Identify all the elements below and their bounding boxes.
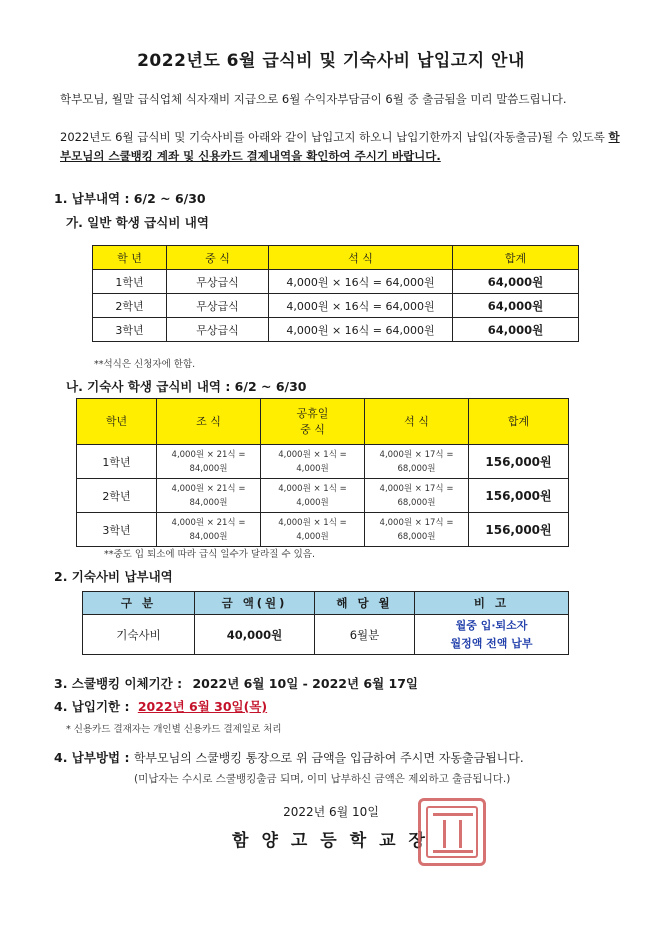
section-4a [54, 697, 267, 715]
cell-dinner: 4,000원 × 17식 = 68,000원 [365, 513, 469, 547]
cell-total: 156,000원 [469, 513, 569, 547]
cell-grade: 2학년 [77, 479, 157, 513]
cell-total: 64,000원 [453, 318, 579, 342]
header-amount: 금 액(원) [195, 592, 315, 615]
cell-category: 기숙사비 [83, 615, 195, 655]
school-seal-stamp [418, 798, 486, 866]
cell-total: 156,000원 [469, 479, 569, 513]
header-month: 해 당 월 [315, 592, 415, 615]
section-3-label: 3. 스쿨뱅킹 이체기간 : [54, 676, 183, 691]
cell-breakfast: 4,000원 × 21식 = 84,000원 [157, 513, 261, 547]
issue-date: 2022년 6월 10일 [283, 805, 379, 819]
note-dinner: **석식은 신청자에 한함. [94, 359, 196, 370]
header-total: 합계 [469, 399, 569, 445]
header-category: 구 분 [83, 592, 195, 615]
table-row [77, 479, 569, 513]
cell-grade: 1학년 [77, 445, 157, 479]
table-row [93, 294, 579, 318]
cell-grade: 3학년 [77, 513, 157, 547]
cell-lunch: 무상급식 [167, 270, 269, 294]
table-row [93, 270, 579, 294]
table-row [77, 445, 569, 479]
note-credit-card: * 신용카드 결재자는 개인별 신용카드 결제일로 처리 [66, 724, 282, 735]
cell-breakfast: 4,000원 × 21식 = 84,000원 [157, 479, 261, 513]
header-lunch: 중 식 [167, 246, 269, 270]
cell-dinner: 4,000원 × 17식 = 68,000원 [365, 479, 469, 513]
cell-month: 6월분 [315, 615, 415, 655]
cell-grade: 2학년 [93, 294, 167, 318]
table-header-row [93, 246, 579, 270]
table-header-row [77, 399, 569, 445]
school-name: 함양고등학교장 [232, 831, 438, 851]
intro-text-2-emphasis: 학부모님의 스쿨뱅킹 계좌 및 신용카드 결제내역을 확인하여 주시기 바랍니다. [60, 130, 620, 163]
cell-grade: 1학년 [93, 270, 167, 294]
header-breakfast: 조 식 [157, 399, 261, 445]
cell-breakfast: 4,000원 × 21식 = 84,000원 [157, 445, 261, 479]
intro-paragraph-1 [42, 90, 622, 109]
section-4a-label: 4. 납입기한 : [54, 699, 130, 714]
cell-dinner: 4,000원 × 17식 = 68,000원 [365, 445, 469, 479]
header-dinner: 석 식 [365, 399, 469, 445]
cell-dinner: 4,000원 × 16식 = 64,000원 [269, 294, 453, 318]
section-4b-value: 학부모님의 스쿨뱅킹 통장으로 위 금액을 입금하여 주시면 자동출금됩니다. [133, 751, 524, 765]
dorm-fee-table [82, 591, 569, 655]
cell-lunch: 무상급식 [167, 294, 269, 318]
cell-total: 64,000원 [453, 294, 579, 318]
table-row [77, 513, 569, 547]
note-dorm: **중도 입 퇴소에 따라 급식 일수가 달라질 수 있음. [104, 549, 316, 560]
note-unpaid: (미납자는 수시로 스쿨뱅킹출금 되며, 이미 납부하신 금액은 제외하고 출금됩니다.) [134, 773, 511, 785]
dorm-meal-table [76, 398, 569, 547]
cell-dinner: 4,000원 × 16식 = 64,000원 [269, 270, 453, 294]
cell-remarks: 월중 입·퇴소자 월정액 전액 납부 [415, 615, 569, 655]
cell-amount: 40,000원 [195, 615, 315, 655]
section-2-heading: 2. 기숙사비 납부내역 [54, 569, 173, 584]
section-4b [54, 748, 524, 766]
header-holiday-lunch: 공휴일 중 식 [261, 399, 365, 445]
intro-text-2-plain: 2022년도 6월 급식비 및 기숙사비를 아래와 같이 납입고지 하오니 납입기한까지 납입(자동출금)될 수 있도록 [60, 130, 609, 144]
header-dinner: 석 식 [269, 246, 453, 270]
header-remarks: 비 고 [415, 592, 569, 615]
section-3 [54, 674, 418, 692]
section-1-heading: 1. 납부내역 : 6/2 ~ 6/30 [54, 191, 206, 206]
general-meal-table [92, 245, 579, 342]
table-row [83, 615, 569, 655]
intro-paragraph-2 [42, 128, 622, 166]
cell-holiday-lunch: 4,000원 × 1식 = 4,000원 [261, 445, 365, 479]
section-3-value: 2022년 6월 10일 - 2022년 6월 17일 [192, 676, 418, 691]
cell-holiday-lunch: 4,000원 × 1식 = 4,000원 [261, 513, 365, 547]
header-total: 합계 [453, 246, 579, 270]
deadline-value: 2022년 6월 30일(목) [137, 699, 268, 714]
section-1-sub-b: 나. 기숙사 학생 급식비 내역 : 6/2 ~ 6/30 [66, 379, 307, 394]
cell-lunch: 무상급식 [167, 318, 269, 342]
intro-text-2 [42, 128, 622, 166]
cell-holiday-lunch: 4,000원 × 1식 = 4,000원 [261, 479, 365, 513]
cell-total: 64,000원 [453, 270, 579, 294]
header-grade: 학년 [77, 399, 157, 445]
cell-dinner: 4,000원 × 16식 = 64,000원 [269, 318, 453, 342]
section-4b-label: 4. 납부방법 : [54, 750, 130, 765]
intro-text-1: 학부모님, 월말 급식업체 식자재비 지급으로 6월 수익자부담금이 6월 중 출금됨을 미리 말씀드립니다. [60, 92, 567, 106]
table-header-row [83, 592, 569, 615]
document-title: 2022년도 6월 급식비 및 기숙사비 납입고지 안내 [137, 51, 525, 71]
header-grade: 학 년 [93, 246, 167, 270]
cell-total: 156,000원 [469, 445, 569, 479]
table-row [93, 318, 579, 342]
cell-grade: 3학년 [93, 318, 167, 342]
section-1-sub-a: 가. 일반 학생 급식비 내역 [66, 215, 209, 230]
